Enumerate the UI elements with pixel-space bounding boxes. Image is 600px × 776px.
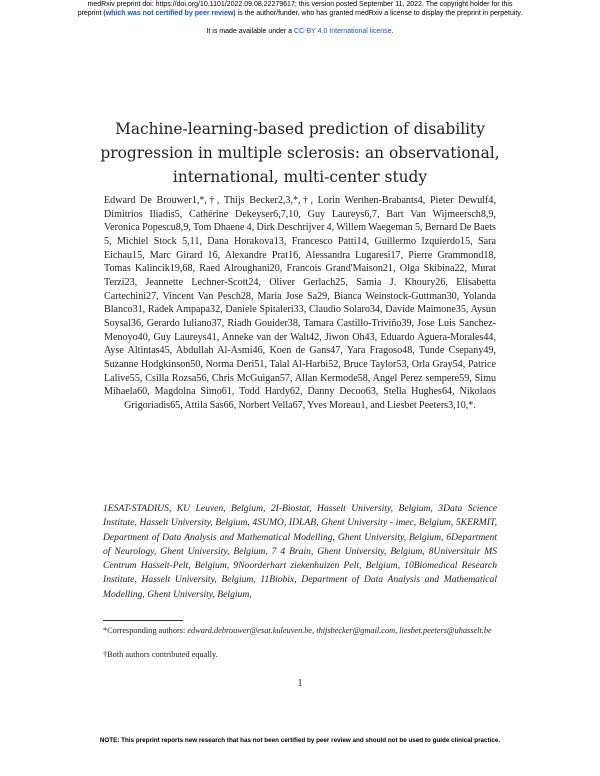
affiliations: 1ESAT-STADIUS, KU Leuven, Belgium, 2I-Biostat, Hasselt University, Belgium, 3Data Science Institute, Hasselt University, Belgium, 4SUMO, IDLAB, Ghent University - imec, Belgium, 5KERMIT, Department of Data Analysis and Mathematical Modelling, Ghent University, Belgium, 6Department of Neurology, Ghent University, Belgium, 7 4 Brain, Ghent University, Belgium, 8Universitair MS Centrum Hasselt-Pelt, Belgium, 9Noorderhart ziekenhuizen Pelt, Belgium, 10Biomedical Research Institute, Hasselt University, Belgium, 11Biobix, Department of Data Analysis and Mathematical Modelling, Ghent University, Belgium, xyxy=(103,503,497,600)
author-list: Edward De Brouwer1,*,†, Thijs Becker2,3,*,†, Lorin Werthen-Brabants4, Pieter Dewulf4, Dimitrios Iliadis5, Cathérine Dekeyser6,7,10, Guy Laureys6,7, Bart Van Wijmeersch8,9, Veronica Popescu8,9, Tom Dhaene 4, Dirk Deschrijver 4, Willem Waegeman 5, Bernard De Baets 5, Michiel Stock 5,11, Dana Horakova13, Francesco Patti14, Guillermo Izquierdo15, Sara Eichau15, Marc Girard 16, Alexandre Prat16, Alessandra Lugaresi17, Pierre Grammond18, Tomas Kalincik19,68, Raed Alroughani20, Francois Grand'Maison21, Olga Skibina22, Murat Terzi23, Jeannette Lechner-Scott24, Oliver Gerlach25, Samia J. Khoury26, Elisabetta Cartechini27, Vincent Van Pesch28, Maria Jose Sa29, Bianca Weinstock-Guttman30, Yolanda Blanco31, Radek Ampapa32, Daniele Spitaleri33, Claudio Solaro34, Davide Maimone35, Aysun Soysal36, Gerardo Iuliano37, Riadh Gouider38, Tamara Castillo-Triviño39, Jose Luis Sanchez-Menoyo40, Guy Laureys41, Anneke van der Walt42, Jiwon Oh43, Eduardo Aguera-Morales44, Ayse Altintas45, Abdullah Al-Asmi46, Koen de Gans47, Yara Fragoso48, Tunde Csepany49, Suzanne Hodgkinson50, Norma Deri51, Talal Al-Harbi52, Bruce Taylor53, Orla Gray54, Patrice Lalive55, Csilla Rozsa56, Chris McGuigan57, Allan Kermode58, Angel Perez sempere59, Simu Mihaela60, Magdolna Simo61, Todd Hardy62, Danny Decoo63, Stella Hughes64, Nikolaos Grigoriadis65, Attila Sas66, Norbert Vella67, Yves Moreau1, and Liesbet Peeters3,10,*. xyxy=(104,195,496,411)
peer-review-link[interactable]: (which was not certified by peer review) xyxy=(103,10,236,17)
page-number: 1 xyxy=(297,678,303,689)
license-line: It is made available under a CC-BY 4.0 International license. xyxy=(206,28,394,35)
cc-by-license-link[interactable]: CC-BY 4.0 International license xyxy=(294,28,392,35)
corresponding-emails: edward.debrouwer@esat.kuleuven.be, thijsbecker@gmail.com, liesbet.peeters@uhasselt.be xyxy=(187,626,492,635)
peer-review-warning: NOTE: This preprint reports new research that has not been certified by peer review and should not be used to guide clinical practice. xyxy=(99,737,501,744)
preprint-doi-notice: medRxiv preprint doi: https://doi.org/10.1101/2022.09.08.22279617; this version posted September 11, 2022. The copyright holder for this xyxy=(87,1,513,8)
footnote-rule xyxy=(103,620,183,621)
paper-title: Machine-learning-based prediction of disability progression in multiple sclerosis: an observational, international, multi-center study xyxy=(100,120,500,186)
equal-contribution-footnote: †Both authors contributed equally. xyxy=(103,650,218,659)
preprint-license-notice: preprint (which was not certified by peer review) is the author/funder, who has granted medRxiv a license to display the preprint in perpetuity. xyxy=(77,10,523,17)
corresponding-authors-footnote: *Corresponding authors: edward.debrouwer@esat.kuleuven.be, thijsbecker@gmail.com, liesbet.peeters@uhasselt.be xyxy=(103,626,492,635)
